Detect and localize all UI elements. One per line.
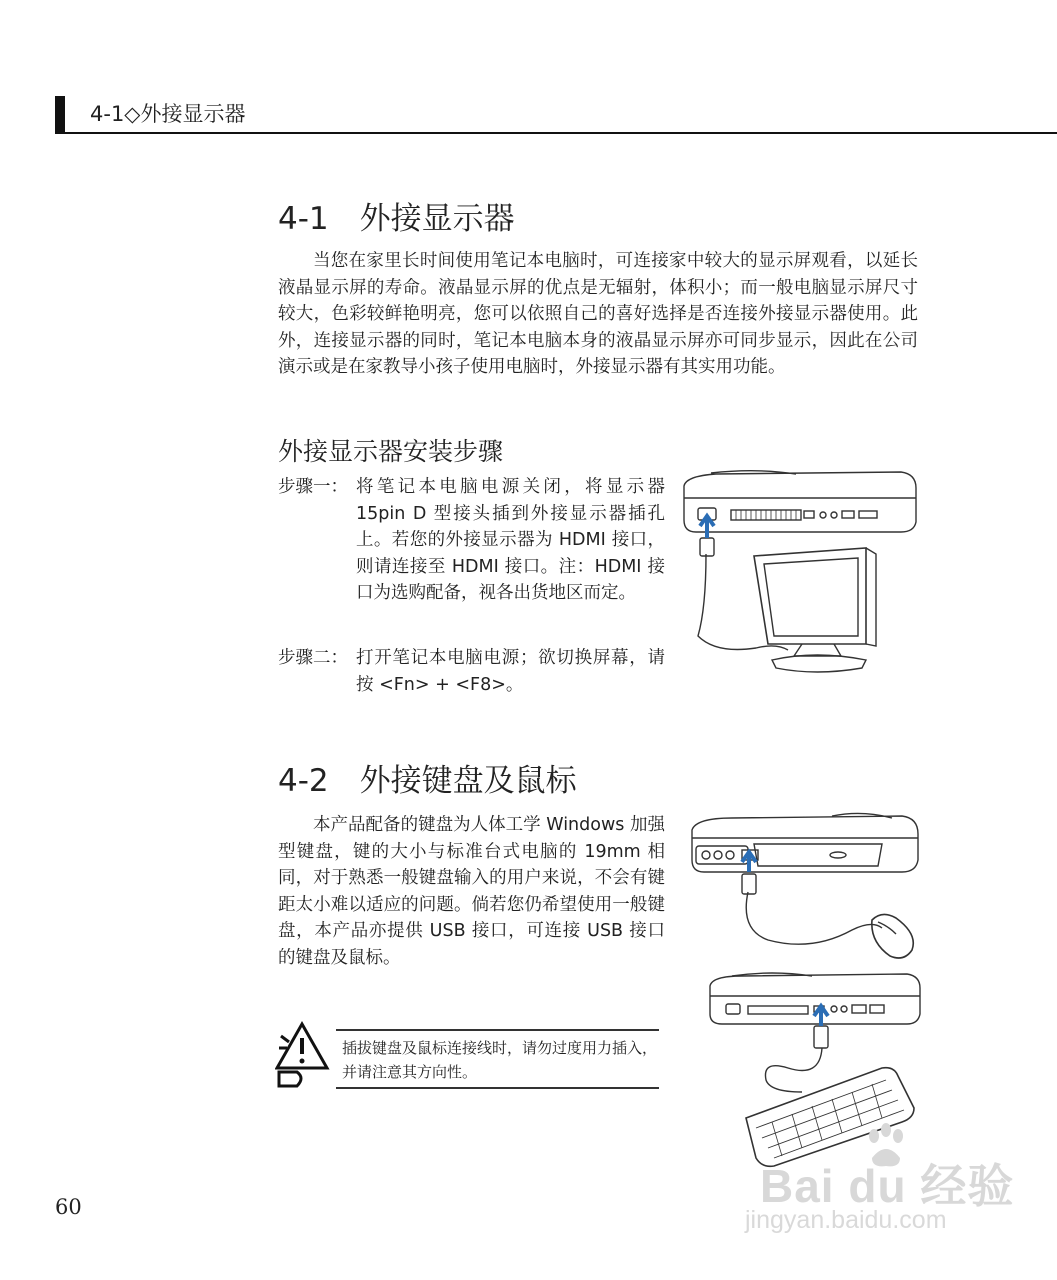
caution-note: 插拔键盘及鼠标连接线时，请勿过度用力插入，并请注意其方向性。: [342, 1039, 658, 1081]
watermark-url: jingyan.baidu.com: [745, 1206, 947, 1234]
upload-arrow-icon: [814, 1006, 828, 1026]
laptop-mouse-illustration: [682, 810, 927, 970]
section-title-4-2: 4-2 外接键盘及鼠标: [278, 763, 577, 799]
step-one-label: 步骤一：: [278, 477, 348, 497]
laptop-monitor-illustration: [676, 468, 921, 683]
step-one: [278, 474, 665, 607]
header-rule: [55, 132, 1057, 134]
page-number: 60: [55, 1195, 82, 1219]
step-one-text: 将笔记本电脑电源关闭，将显示器 15pin D 型接头插到外接显示器插孔上。若您的外接显示器为 HDMI 接口，则请连接至 HDMI 接口。注：HDMI 接口为选购配备，视各出货地区而定。: [356, 477, 665, 603]
upload-arrow-icon: [742, 852, 756, 872]
watermark-logo: Bai du 经验: [760, 1160, 1015, 1212]
step-two-text: 打开笔记本电脑电源；欲切换屏幕，请按 <Fn> + <F8>。: [356, 648, 665, 695]
note-rule-top: [336, 1029, 659, 1031]
note-rule-bottom: [336, 1087, 659, 1089]
running-title: 4-1◇外接显示器: [90, 102, 246, 126]
section2-paragraph: 本产品配备的键盘为人体工学 Windows 加强型键盘，键的大小与标准台式电脑的 19mm 相同，对于熟悉一般键盘输入的用户来说，不会有键距太小难以适应的问题。倘若您仍希望使用一般键盘，本产品亦提供 USB 接口，可连接 USB 接口的键盘及鼠标。: [278, 815, 665, 968]
step-two: [278, 645, 665, 698]
section2-body: [278, 812, 665, 971]
warning-icon: [275, 1020, 330, 1088]
upload-arrow-icon: [700, 516, 714, 538]
install-steps-heading: 外接显示器安装步骤: [278, 437, 504, 466]
section1-paragraph: 当您在家里长时间使用笔记本电脑时，可连接家中较大的显示屏观看，以延长液晶显示屏的寿命。液晶显示屏的优点是无辐射，体积小；而一般电脑显示屏尺寸较大，色彩较鲜艳明亮，您可以依照自己的喜好选择是否连接外接显示器使用。此外，连接显示器的同时，笔记本电脑本身的液晶显示屏亦可同步显示，因此在公司演示或是在家教导小孩子使用电脑时，外接显示器有其实用功能。: [278, 251, 918, 377]
section1-body: [278, 248, 918, 381]
step-two-label: 步骤二：: [278, 648, 348, 668]
section-title-4-1: 4-1 外接显示器: [278, 201, 515, 237]
header-bar: [55, 96, 65, 134]
